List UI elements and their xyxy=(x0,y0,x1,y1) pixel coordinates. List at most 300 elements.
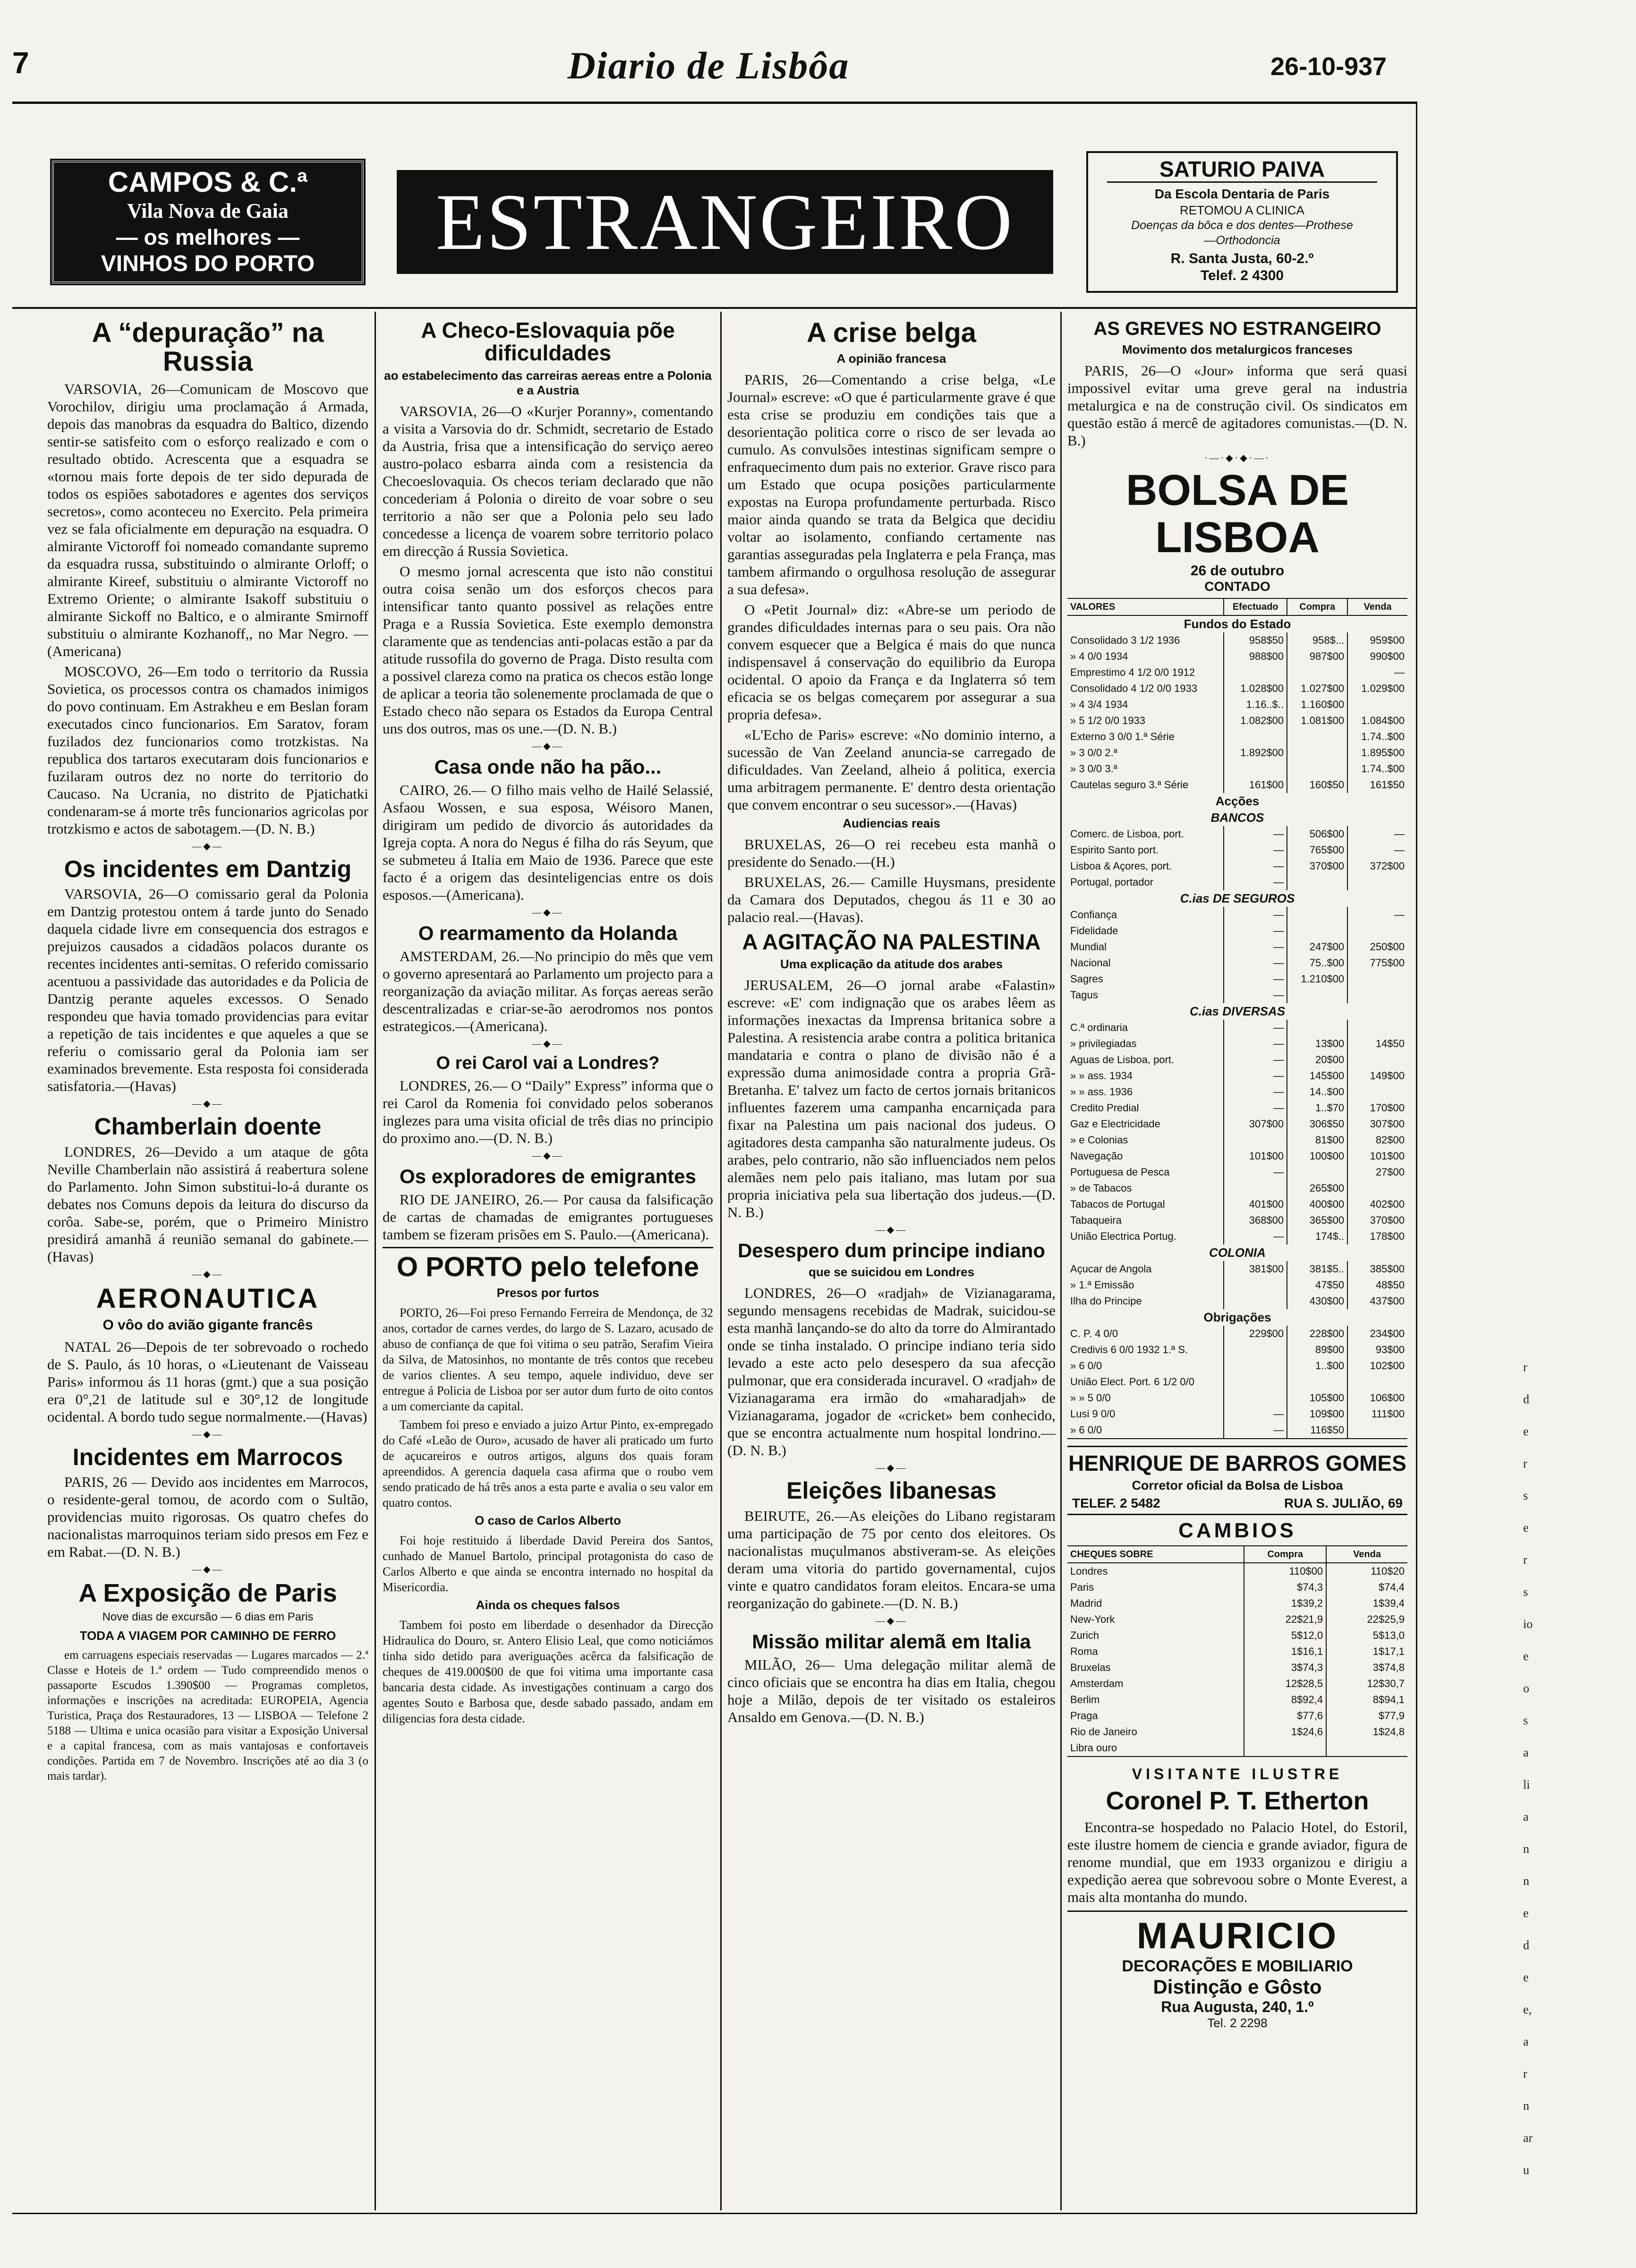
table-row xyxy=(1067,1342,1407,1358)
table-cell: $77,6 xyxy=(1244,1708,1326,1724)
table-cell xyxy=(1347,1374,1407,1390)
headline-crise-belga: A crise belga xyxy=(807,317,976,348)
headline-rei-carol: O rei Carol vai a Londres? xyxy=(436,1053,660,1073)
table-section-row xyxy=(1067,1245,1407,1261)
cambios-rule xyxy=(1067,1514,1407,1515)
ads-rule xyxy=(12,307,1417,309)
table-cell: 14$50 xyxy=(1347,1036,1407,1052)
table-cell: 12$30,7 xyxy=(1326,1676,1407,1692)
table-cell xyxy=(1347,923,1407,939)
separator: —◆— xyxy=(192,841,224,852)
table-row xyxy=(1067,1036,1407,1052)
exposicao-line1: Nove dias de excursão — 6 dias em Paris xyxy=(102,1610,314,1623)
margin-glyph: r xyxy=(1523,1457,1527,1470)
table-section-label: C.ias DE SEGUROS xyxy=(1180,891,1295,905)
table-cell: 247$00 xyxy=(1287,939,1347,955)
table-row xyxy=(1067,826,1407,842)
article-paragraph: CAIRO, 26.— O filho mais velho de Hailé Selassié, Asfaou Wossen, e sua esposa, Wéisoro Manen, dirigiram um pedido de divorcio ás autoridades da Igreja copta. A nora do Negus é filha do rás Seyum, que se submeteu á Italia em Maio de 1936. Parece que este facto é a origem das desinteligencias entre os dois esposos.—(Americana). xyxy=(383,781,713,903)
table-cell: 437$00 xyxy=(1347,1293,1407,1309)
table-cell: 1$39,2 xyxy=(1244,1595,1326,1611)
table-section-row xyxy=(1067,1309,1407,1326)
margin-glyph: a xyxy=(1523,2035,1529,2048)
table-cell: 1..$70 xyxy=(1287,1100,1347,1116)
henrique-rule xyxy=(1067,1446,1407,1447)
table-cell xyxy=(1224,1132,1287,1148)
article-paragraph: PORTO, 26—Foi preso Fernando Ferreira de Mendonça, de 32 anos, cortador de carnes verdes, do largo de S. Lazaro, acusado de abuso de confiança de que foi vitima o seu patrão, Serafim Vieira da Silva, de Matosinhos, no montante de três contos que recebeu de varios clientes. A seu tempo, aquele individuo, deve ser entregue á Policia de Lisboa por ser autor dum furto de oito contos a um comerciante da capital. xyxy=(383,1305,713,1413)
article-paragraph: VARSOVIA, 26—O comissario geral da Polonia em Dantzig protestou ontem á tarde junto do Senado daquela cidade livre em consequencia dos estragos e prejuizos causados a cidadãos polacos durante os recentes incidentes anti-semitas. O referido comissario acentuou a passividade das autoridades e da Policia de Dantzig perante aqueles excessos. O Senado respondeu que havia tomado providencias para evitar a repetição de tais incidentes e que aqueles a que se referiu o comissario geral da Polonia iam ser examinados brevemente. Esta resposta foi considerada satisfatoria.—(Havas) xyxy=(47,886,368,1095)
table-cell: — xyxy=(1224,939,1287,955)
table-cell xyxy=(1224,761,1287,777)
column-2 xyxy=(383,314,713,2208)
margin-glyph: n xyxy=(1523,1874,1529,1888)
campos-product: VINHOS DO PORTO xyxy=(101,251,315,276)
article-paragraph: MOSCOVO, 26—Em todo o territorio da Russia Sovietica, os processos contra os chamados inimigos do povo continuam. Em Astrakheu e em Beslan foram executados cinco funcionarios. Em Saratov, foram fuzilados dez funcionarios como trotzkistas. Na republica dos tartaros executaram dois funcionarios e fuzilaram outros dez no norte do territorio do Caucaso. Na Ucrania, no distrito de Pjatichatki condenaram-se á morte três funcionarios agricolas por trotzkismo e actos de sabotagem.—(D. N. B.) xyxy=(47,663,368,837)
table-cell xyxy=(1347,987,1407,1003)
table-cell: 178$00 xyxy=(1347,1228,1407,1245)
separator: —◆— xyxy=(192,1429,224,1440)
table-cell: 89$00 xyxy=(1287,1342,1347,1358)
table-row xyxy=(1067,681,1407,697)
table-cell xyxy=(1244,1740,1326,1756)
mauricio-line2: Distinção e Gôsto xyxy=(1153,1976,1322,1998)
table-cell: — xyxy=(1224,858,1287,874)
margin-glyph: a xyxy=(1523,1746,1529,1759)
table-cell: 1.082$00 xyxy=(1224,713,1287,729)
table-cell: Londres xyxy=(1070,1565,1108,1577)
bolsa-col-venda: Venda xyxy=(1347,598,1407,615)
table-cell: Consolidado 4 1/2 0/0 1933 xyxy=(1070,682,1198,694)
table-row xyxy=(1067,1084,1407,1100)
table-cell: 229$00 xyxy=(1224,1326,1287,1342)
table-cell: 506$00 xyxy=(1287,826,1347,842)
margin-glyph: d xyxy=(1523,1938,1529,1952)
table-section-row xyxy=(1067,810,1407,826)
margin-glyph: r xyxy=(1523,1553,1527,1567)
table-row xyxy=(1067,1326,1407,1342)
table-cell: — xyxy=(1224,1036,1287,1052)
table-cell: 1$16,1 xyxy=(1244,1644,1326,1660)
table-cell: — xyxy=(1224,1020,1287,1036)
table-cell: 1$24,8 xyxy=(1326,1724,1407,1740)
table-cell: 402$00 xyxy=(1347,1196,1407,1212)
table-cell: Confiança xyxy=(1070,909,1117,921)
headline-depuracao: A “depuração” na Russia xyxy=(92,317,324,377)
table-cell: — xyxy=(1347,842,1407,858)
table-section-row xyxy=(1067,793,1407,810)
subhead-presos: Presos por furtos xyxy=(496,1285,599,1300)
headline-porto: O PORTO pelo telefone xyxy=(396,1251,699,1282)
table-cell: — xyxy=(1224,907,1287,923)
henrique-phone: TELEF. 2 5482 xyxy=(1072,1496,1160,1511)
table-cell: 1.081$00 xyxy=(1287,713,1347,729)
separator: —◆— xyxy=(532,1150,564,1161)
table-cell: Paris xyxy=(1070,1581,1094,1594)
table-cell xyxy=(1287,1020,1347,1036)
table-cell: 110$00 xyxy=(1244,1563,1326,1579)
visitante-kicker: VISITANTE ILUSTRE xyxy=(1132,1765,1343,1783)
table-row xyxy=(1067,745,1407,761)
table-row xyxy=(1067,1212,1407,1228)
table-cell: Credito Predial xyxy=(1070,1102,1139,1114)
table-cell: Portugal, portador xyxy=(1070,876,1154,888)
table-cell: 47$50 xyxy=(1287,1277,1347,1293)
table-cell: Bruxelas xyxy=(1070,1662,1111,1674)
table-cell: 5$13,0 xyxy=(1326,1628,1407,1644)
table-row xyxy=(1067,1180,1407,1196)
table-cell: Zurich xyxy=(1070,1629,1099,1642)
table-section-label: Acções xyxy=(1215,794,1260,808)
headline-checoslovaquia: A Checo-Eslovaquia põe dificuldades xyxy=(421,318,675,366)
article-paragraph: LONDRES, 26—O «radjah» de Vizianagarama, segundo mensagens recebidas de Madrak, suicidou-se esta manhã lançando-se do alto da torre do Almirantado onde se tinha instalado. O principe indiano teria sido levado a este acto pelo desespero da sua afecção pulmonar, que era considerada incuravel. O «radjah» de Vizianagarama era irmão do «maharadjah» de Vizianagarama, jogador de «cricket» bem conhecido, que se encontra actualmente num hospital londrino.—(D. N. B.) xyxy=(727,1285,1056,1459)
page-number: 7 xyxy=(12,46,29,80)
headline-libanesas: Eleições libanesas xyxy=(786,1477,997,1504)
table-cell: 3$74,8 xyxy=(1326,1660,1407,1676)
exposicao-line2: TODA A VIAGEM POR CAMINHO DE FERRO xyxy=(79,1628,336,1643)
table-cell: 13$00 xyxy=(1287,1036,1347,1052)
table-cell: Sagres xyxy=(1070,973,1103,985)
table-cell: 5$12,0 xyxy=(1244,1628,1326,1644)
table-cell: Tagus xyxy=(1070,989,1098,1001)
headline-aeronautica: AERONAUTICA xyxy=(96,1283,320,1314)
table-cell: » 3 0/0 3.ª xyxy=(1070,763,1117,775)
article-paragraph: Encontra-se hospedado no Palacio Hotel, do Estoril, este ilustre homem de ciencia e grande aviador, figura de renome mundial, que em 1933 organizou e dirigiu a expedição aerea que sobrevoou sobre o Monte Everest, a mais alta montanha do mundo. xyxy=(1067,1819,1407,1906)
table-cell: 1.160$00 xyxy=(1287,697,1347,713)
margin-glyph: o xyxy=(1523,1681,1529,1695)
headline-holanda: O rearmamento da Holanda xyxy=(418,921,678,944)
table-cell: 82$00 xyxy=(1347,1132,1407,1148)
article-paragraph: NATAL 26—Depois de ter sobrevoado o rochedo de S. Paulo, ás 10 horas, o «Lieutenant de Vaisseau Paris» informou ás 11 horas (gmt.) que a sua posição era 0°,21 de latitude sul e 30°,12 de longitude ocidental. A bordo tudo segue normalmente.—(Havas) xyxy=(47,1338,368,1425)
table-cell: Credivis 6 0/0 1932 1.ª S. xyxy=(1070,1344,1188,1356)
table-cell: Aguas de Lisboa, port. xyxy=(1070,1054,1175,1066)
table-row xyxy=(1067,858,1407,874)
headline-greves: AS GREVES NO ESTRANGEIRO xyxy=(1093,318,1381,339)
table-row xyxy=(1067,697,1407,713)
table-cell: 250$00 xyxy=(1347,939,1407,955)
mauricio-name: MAURICIO xyxy=(1136,1915,1338,1957)
subhead-aviao: O vôo do avião gigante francês xyxy=(102,1317,313,1333)
separator: —◆— xyxy=(532,907,564,918)
masthead: Diario de Lisbôa xyxy=(567,44,850,87)
table-section-row xyxy=(1067,615,1407,632)
campos-tag: — os melhores — xyxy=(116,225,300,249)
table-row xyxy=(1067,1100,1407,1116)
table-cell: 370$00 xyxy=(1347,1212,1407,1228)
table-row xyxy=(1067,1595,1407,1611)
table-row xyxy=(1067,1708,1407,1724)
table-row xyxy=(1067,1692,1407,1708)
mauricio-line3: Rua Augusta, 240, 1.º xyxy=(1161,1998,1314,2016)
table-cell: 958$... xyxy=(1287,632,1347,648)
saturio-name: SATURIO PAIVA xyxy=(1107,157,1377,183)
table-cell: 370$00 xyxy=(1287,858,1347,874)
table-cell: $74,3 xyxy=(1244,1579,1326,1595)
table-row xyxy=(1067,939,1407,955)
table-cell: » » ass. 1936 xyxy=(1070,1086,1133,1098)
table-cell: 306$50 xyxy=(1287,1116,1347,1132)
table-section-label: Fundos do Estado xyxy=(1184,617,1291,631)
table-cell xyxy=(1287,665,1347,681)
table-cell: 775$00 xyxy=(1347,955,1407,971)
mauricio-rule xyxy=(1067,1910,1407,1912)
subhead-audiencias: Audiencias reais xyxy=(843,816,940,830)
table-cell: 990$00 xyxy=(1347,648,1407,665)
table-row xyxy=(1067,1164,1407,1180)
table-row xyxy=(1067,955,1407,971)
article-paragraph: O «Petit Journal» diz: «Abre-se um periodo de grandes dificuldades internas para o seu pais. Ora não convem esquecer que a Belgica é mais do que nunca indispensavel á conservação do equilibrio da Europa ocidental. O apoio da França e da Inglaterra só tem eficacia se os belgas começarem por assegurar a sua propria defesa». xyxy=(727,601,1056,723)
saturio-line5: R. Santa Justa, 60-2.º xyxy=(1170,251,1314,266)
table-row xyxy=(1067,874,1407,890)
table-cell: 1.895$00 xyxy=(1347,745,1407,761)
article-paragraph: MILÃO, 26— Uma delegação militar alemã de cinco oficiais que se encontra ha dias em Italia, chegou hoje a Milão, depois de ter visitado os estaleiros Ansaldo em Genova.—(D. N. B.) xyxy=(727,1656,1056,1725)
separator: —◆— xyxy=(192,1099,224,1109)
table-cell: Mundial xyxy=(1070,941,1107,953)
margin-glyph: e, xyxy=(1523,2003,1532,2016)
table-cell: 1$39,4 xyxy=(1326,1595,1407,1611)
table-row xyxy=(1067,1277,1407,1293)
table-cell: » » 5 0/0 xyxy=(1070,1392,1111,1404)
table-cell: 372$00 xyxy=(1347,858,1407,874)
table-cell: 93$00 xyxy=(1347,1342,1407,1358)
table-row xyxy=(1067,1406,1407,1422)
headline-palestina: A AGITAÇÃO NA PALESTINA xyxy=(742,929,1041,954)
headline-emigrantes: Os exploradores de emigrantes xyxy=(400,1165,696,1187)
table-row xyxy=(1067,1563,1407,1579)
saturio-line3: Doenças da bôca e dos dentes—Prothese xyxy=(1131,219,1353,232)
right-frame xyxy=(1416,102,1417,2213)
article-paragraph: PARIS, 26 — Devido aos incidentes em Marrocos, o residente-geral tomou, de acordo com o Sultão, providencias muito rigorosas. Os quatro chefes do nacionalistas marroquinos teriam sido presos em Fez e em Rabat.—(D. N. B.) xyxy=(47,1474,368,1560)
table-cell: 100$00 xyxy=(1287,1148,1347,1164)
table-cell: Lusi 9 0/0 xyxy=(1070,1408,1116,1420)
table-row xyxy=(1067,1390,1407,1406)
table-cell: Berlim xyxy=(1070,1694,1100,1706)
column-1 xyxy=(47,314,368,2208)
table-cell xyxy=(1347,874,1407,890)
table-cell: 8$92,4 xyxy=(1244,1692,1326,1708)
table-cell: — xyxy=(1224,1164,1287,1180)
article-paragraph: «L'Echo de Paris» escreve: «No dominio interno, a sucessão de Van Zeeland anuncia-se carregado de dificuldades. Van Zeeland, alheio á politica, exercia uma arbitragem permanente. E' dentro desta orientação que convem encontrar o seu sucessor».—(Havas) xyxy=(727,726,1056,813)
table-row xyxy=(1067,1116,1407,1132)
table-cell: 401$00 xyxy=(1224,1196,1287,1212)
table-cell xyxy=(1287,923,1347,939)
article-paragraph: Foi hoje restituido á liberdade David Pereira dos Santos, cunhado de Manuel Bartolo, principal protagonista do caso de Carlos Alberto e que ainda se encontra internado no hospital da Misericordia. xyxy=(383,1533,713,1594)
table-cell: 265$00 xyxy=(1287,1180,1347,1196)
table-cell: 430$00 xyxy=(1287,1293,1347,1309)
table-cell: Externo 3 0/0 1.ª Série xyxy=(1070,731,1175,742)
table-cell: 1.892$00 xyxy=(1224,745,1287,761)
table-cell: 234$00 xyxy=(1347,1326,1407,1342)
headline-dantzig: Os incidentes em Dantzig xyxy=(64,855,352,882)
table-cell xyxy=(1287,745,1347,761)
table-cell xyxy=(1287,987,1347,1003)
table-cell: Portuguesa de Pesca xyxy=(1070,1166,1170,1178)
table-cell: 174$.. xyxy=(1287,1228,1347,1245)
table-cell: New-York xyxy=(1070,1613,1115,1626)
table-cell: 1.74..$00 xyxy=(1347,729,1407,745)
separator: —◆— xyxy=(532,1038,564,1049)
campos-place: Vila Nova de Gaia xyxy=(127,199,289,222)
margin-glyph: io xyxy=(1523,1617,1533,1631)
table-cell: » 6 0/0 xyxy=(1070,1360,1102,1372)
table-cell: — xyxy=(1224,1228,1287,1245)
table-cell: União Elect. Port. 6 1/2 0/0 xyxy=(1070,1376,1194,1388)
table-cell xyxy=(1347,1084,1407,1100)
mauricio-line4: Tel. 2 2298 xyxy=(1207,2016,1268,2030)
table-row xyxy=(1067,632,1407,648)
subhead-opiniao: A opinião francesa xyxy=(836,351,946,366)
footer-rule xyxy=(12,2213,1417,2214)
margin-glyph: s xyxy=(1523,1585,1528,1599)
table-cell: » privilegiadas xyxy=(1070,1038,1137,1049)
table-cell: — xyxy=(1224,1422,1287,1439)
table-cell xyxy=(1224,1342,1287,1358)
table-row xyxy=(1067,1579,1407,1595)
campos-ad xyxy=(52,161,364,283)
table-row xyxy=(1067,1422,1407,1439)
table-cell: 161$50 xyxy=(1347,777,1407,793)
table-cell: » 6 0/0 xyxy=(1070,1424,1102,1436)
table-cell: 27$00 xyxy=(1347,1164,1407,1180)
table-cell: 1..$00 xyxy=(1287,1358,1347,1374)
table-cell: 110$20 xyxy=(1326,1563,1407,1579)
table-cell xyxy=(1326,1740,1407,1756)
henrique-name: HENRIQUE DE BARROS GOMES xyxy=(1068,1451,1406,1475)
table-cell xyxy=(1287,1374,1347,1390)
table-cell: 81$00 xyxy=(1287,1132,1347,1148)
table-cell: 101$00 xyxy=(1347,1148,1407,1164)
table-cell: 1.16..$.. xyxy=(1224,697,1287,713)
margin-glyph: d xyxy=(1523,1392,1529,1406)
table-cell: Açucar de Angola xyxy=(1070,1263,1152,1275)
headline-etherton: Coronel P. T. Etherton xyxy=(1106,1787,1369,1816)
table-cell: 160$50 xyxy=(1287,777,1347,793)
mauricio-line1: DECORAÇÕES E MOBILIARIO xyxy=(1122,1957,1353,1976)
column-4 xyxy=(1067,314,1407,2208)
table-cell: Tabacos de Portugal xyxy=(1070,1198,1165,1210)
table-cell: — xyxy=(1224,987,1287,1003)
table-cell: Tabaqueira xyxy=(1070,1214,1122,1226)
table-cell: 145$00 xyxy=(1287,1068,1347,1084)
table-cell: 958$50 xyxy=(1224,632,1287,648)
table-cell: 101$00 xyxy=(1224,1148,1287,1164)
table-cell: » 5 1/2 0/0 1933 xyxy=(1070,715,1146,726)
table-cell: 75..$00 xyxy=(1287,955,1347,971)
table-cell: — xyxy=(1224,1052,1287,1068)
table-cell: — xyxy=(1224,1100,1287,1116)
separator: —◆— xyxy=(875,1463,908,1474)
table-row xyxy=(1067,1132,1407,1148)
table-row xyxy=(1067,1676,1407,1692)
table-cell: 116$50 xyxy=(1287,1422,1347,1439)
margin-glyph: s xyxy=(1523,1714,1528,1727)
table-cell: 22$21,9 xyxy=(1244,1611,1326,1628)
table-cell: 161$00 xyxy=(1224,777,1287,793)
table-cell: 1.027$00 xyxy=(1287,681,1347,697)
table-row xyxy=(1067,987,1407,1003)
margin-glyph: ar xyxy=(1523,2131,1533,2145)
table-cell xyxy=(1287,907,1347,923)
table-cell: C. P. 4 0/0 xyxy=(1070,1328,1118,1339)
table-cell: — xyxy=(1347,907,1407,923)
table-cell: 22$25,9 xyxy=(1326,1611,1407,1628)
table-cell: 765$00 xyxy=(1287,842,1347,858)
margin-glyph: n xyxy=(1523,1842,1529,1856)
table-cell: » de Tabacos xyxy=(1070,1182,1132,1194)
table-cell: 307$00 xyxy=(1224,1116,1287,1132)
table-cell: 105$00 xyxy=(1287,1390,1347,1406)
table-cell: — xyxy=(1347,826,1407,842)
table-cell: 228$00 xyxy=(1287,1326,1347,1342)
table-cell: — xyxy=(1224,1068,1287,1084)
table-cell: 102$00 xyxy=(1347,1358,1407,1374)
table-cell: Consolidado 3 1/2 1936 xyxy=(1070,634,1180,646)
margin-glyph: a xyxy=(1523,1810,1529,1824)
subhead-cheques: Ainda os cheques falsos xyxy=(476,1597,620,1612)
issue-date: 26-10-937 xyxy=(1270,52,1387,81)
table-cell: Ilha do Principe xyxy=(1070,1295,1142,1307)
article-paragraph: PARIS, 26—Comentando a crise belga, «Le Journal» escreve: «O que é particularmente grave é que esta crise se produziu em condições tais que a desorientação politica corre o risco de ser levada ao cumulo. As convulsões intestinas significam sempre o enfraquecimento dum pais no exterior. Grave risco para um Estado que ocupa posições particularmente expostas na Europa profundamente perturbada. Risco maior ainda quando se trata da Belgica que decidiu voltar ao isolamento, confiando certamente nas garantias asseguradas pela Inglaterra e pela França, mas tambem afirmando o orgulhosa resolução de assegurar a sua defesa». xyxy=(727,371,1056,597)
table-row xyxy=(1067,1052,1407,1068)
table-cell: Emprestimo 4 1/2 0/0 1912 xyxy=(1070,666,1195,678)
table-cell xyxy=(1287,729,1347,745)
table-cell: 368$00 xyxy=(1224,1212,1287,1228)
henrique-address: RUA S. JULIÃO, 69 xyxy=(1284,1496,1403,1511)
column-3 xyxy=(727,314,1056,2208)
bolsa-col-efectuado: Efectuado xyxy=(1224,598,1287,615)
article-paragraph: O mesmo jornal acrescenta que isto não constitui outra coisa senão um dos esforços checos para intensificar tanto quanto possivel as relações entre Praga e a Russia Sovietica. Este exemplo demonstra claramente que as tendencias anti-polacas estão a par da atitude russofila do governo de Praga. Disto resulta com a possivel clareza como na pratica os checos estão longe de aplicar a teoria tão solenemente proclamada de que o Estado checo não separa os Estados da Europa Central uns dos outros, mas os une.—(D. N. B.) xyxy=(383,563,713,737)
table-cell xyxy=(1224,1390,1287,1406)
table-row xyxy=(1067,1228,1407,1245)
subhead-greves: Movimento dos metalurgicos franceses xyxy=(1122,342,1353,357)
table-cell: União Electrica Portug. xyxy=(1070,1230,1176,1242)
saturio-line4: —Orthodoncia xyxy=(1204,234,1280,247)
table-cell: 20$00 xyxy=(1287,1052,1347,1068)
bolsa-contado: CONTADO xyxy=(1204,579,1270,594)
article-paragraph: PARIS, 26—O «Jour» informa que será quasi impossivel evitar uma greve geral na industria metalurgica e na de construção civil. Os sindicatos em questão estão á mercê de agitadores comunistas.—(D. N. B.) xyxy=(1067,362,1407,449)
table-row xyxy=(1067,761,1407,777)
table-cell xyxy=(1347,697,1407,713)
table-row xyxy=(1067,777,1407,793)
bolsa-col-valores: VALORES xyxy=(1067,598,1224,615)
table-cell: » 3 0/0 2.ª xyxy=(1070,747,1117,759)
margin-glyph: r xyxy=(1523,2067,1527,2080)
table-row xyxy=(1067,971,1407,987)
table-cell: 988$00 xyxy=(1224,648,1287,665)
headline-exposicao: A Exposição de Paris xyxy=(78,1579,337,1608)
table-cell xyxy=(1347,1422,1407,1439)
table-cell: — xyxy=(1224,842,1287,858)
subhead-carlos-alberto: O caso de Carlos Alberto xyxy=(475,1513,621,1527)
table-row xyxy=(1067,923,1407,939)
table-row xyxy=(1067,1261,1407,1277)
saturio-ad xyxy=(1086,151,1398,293)
table-section-label: C.ias DIVERSAS xyxy=(1189,1004,1286,1018)
campos-name: CAMPOS & C.ª xyxy=(108,166,308,198)
subhead-checoslovaquia: ao estabelecimento das carreiras aereas entre a Polonia e a Austria xyxy=(384,368,712,397)
table-cell: » 4 0/0 1934 xyxy=(1070,650,1128,662)
table-row xyxy=(1067,1660,1407,1676)
table-cell: 3$74,3 xyxy=(1244,1660,1326,1676)
table-section-row xyxy=(1067,890,1407,907)
table-cell: 1.210$00 xyxy=(1287,971,1347,987)
article-paragraph: Tambem foi preso e enviado a juizo Artur Pinto, ex-empregado do Café «Leão de Ouro», acusado de haver ali praticado um furto de açucareiros e outros artigos, alguns dos quais foram apreendidos. A gerencia daquela casa afirma que o roubo vem sendo praticado de há três anos a esta parte e avalia o seu valor em quatro contos. xyxy=(383,1417,713,1509)
article-paragraph: Tambem foi posto em liberdade o desenhador da Direcção Hidraulica do Douro, sr. Antero Elisio Leal, que como noticiámos tinha sido detido para averiguações acêrca da falsificação de cheques de 419.000$00 de que foi vitima uma importante casa bancaria desta cidade. As investigações continuam a cargo dos agentes Souto e Barbosa que, desde sabado passado, andam em diligencias fora desta cidade. xyxy=(383,1618,713,1725)
article-paragraph: BEIRUTE, 26.—As eleições do Libano registaram uma participação de 75 por cento dos eleitores. Os nacionalistas muçulmanos abstiveram-se. As eleições deram uma vitoria do partido governamental, cujos vinte e quatro candidatos foram eleitos. Encara-se uma reorganização do gabinete.—(D. N. B.) xyxy=(727,1507,1056,1611)
table-row xyxy=(1067,1628,1407,1644)
table-cell xyxy=(1287,874,1347,890)
table-row xyxy=(1067,648,1407,665)
article-paragraph: BRUXELAS, 26.— Camille Huysmans, presidente da Camara dos Deputados, chegou ás 11 e 30 ao palacio real.—(Havas). xyxy=(727,873,1056,925)
table-cell: 400$00 xyxy=(1287,1196,1347,1212)
